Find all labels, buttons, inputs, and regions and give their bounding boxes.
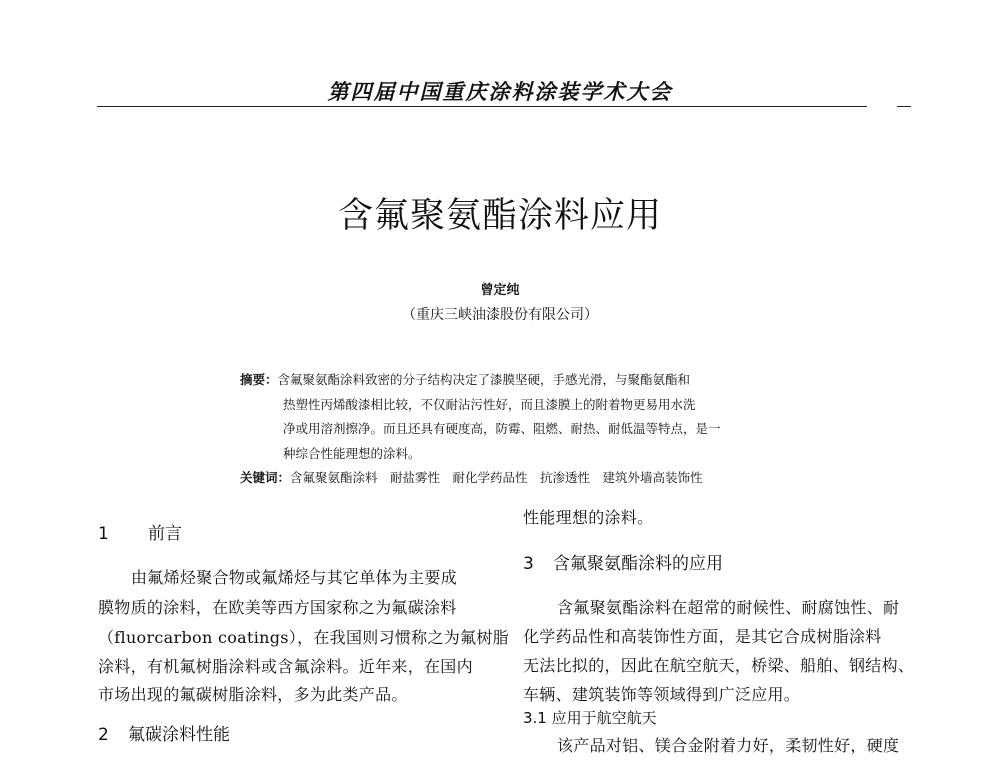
paragraph-line: 化学药品性和高装饰性方面，是其它合成树脂涂料 [523, 627, 882, 646]
section-title: 氟碳涂料性能 [128, 725, 230, 745]
abstract-block [240, 368, 785, 491]
subsection-3-1-heading: 3.1 应用于航空航天 [523, 709, 657, 727]
paper-author: 曾定纯 [480, 283, 520, 298]
abstract-label: 摘要： [240, 372, 278, 387]
abstract-text: 含氟聚氨酯涂料致密的分子结构决定了漆膜坚硬，手感光滑，与聚酯氨酯和 [277, 372, 691, 387]
keywords-text: 含氟聚氨酯涂料 耐盐雾性 耐化学药品性 抗渗透性 建筑外墙高装饰性 [290, 470, 703, 485]
section-number: 2 [98, 725, 109, 745]
section-number: 3 [523, 554, 534, 574]
header-rule-end [897, 106, 911, 107]
section-title: 含氟聚氨酯涂料的应用 [553, 554, 723, 574]
continued-line: 性能理想的涂料。 [523, 508, 654, 527]
paragraph-line: 市场出现的氟碳树脂涂料，多为此类产品。 [98, 685, 408, 704]
section-2-heading [98, 720, 230, 745]
paper-title: 含氟聚氨酯涂料应用 [337, 196, 662, 236]
paragraph-line: 车辆、建筑装饰等领域得到广泛应用。 [523, 685, 801, 704]
section-3-heading [523, 549, 723, 574]
keywords-line [240, 466, 785, 491]
journal-header: 第四届中国重庆涂料涂装学术大会 [327, 79, 673, 104]
section-number: 1 [98, 524, 109, 544]
keywords-label: 关键词： [240, 470, 291, 485]
abstract-line: 净或用溶剂擦净。而且还具有硬度高，防霉、阻燃、耐热、耐低温等特点，是一 [283, 421, 721, 436]
paragraph-line: 膜物质的涂料，在欧美等西方国家称之为氟碳涂料 [98, 598, 457, 617]
paragraph-line: 无法比拟的，因此在航空航天，桥梁、船舶、钢结构、 [523, 656, 915, 675]
abstract-line [240, 368, 785, 393]
section-title: 前言 [148, 524, 182, 544]
paragraph-line: 由氟烯烃聚合物或氟烯烃与其它单体为主要成 [131, 568, 458, 587]
paragraph-line: （fluorcarbon coatings），在我国则习惯称之为氟树脂 [98, 628, 509, 647]
abstract-line: 热塑性丙烯酸漆相比较，不仅耐沾污性好，而且漆膜上的附着物更易用水洗 [283, 396, 696, 412]
header-rule [97, 106, 867, 107]
paragraph-line: 该产品对铝、镁合金附着力好，柔韧性好，硬度 [557, 736, 900, 755]
paragraph-line: 含氟聚氨酯涂料在超常的耐候性、耐腐蚀性、耐 [557, 598, 900, 617]
paragraph-line: 涂料，有机氟树脂涂料或含氟涂料。近年来，在国内 [98, 657, 473, 676]
abstract-line: 种综合性能理想的涂料。 [283, 445, 421, 461]
paper-affiliation: （重庆三峡油漆股份有限公司） [402, 307, 598, 323]
section-1-heading [98, 519, 182, 544]
